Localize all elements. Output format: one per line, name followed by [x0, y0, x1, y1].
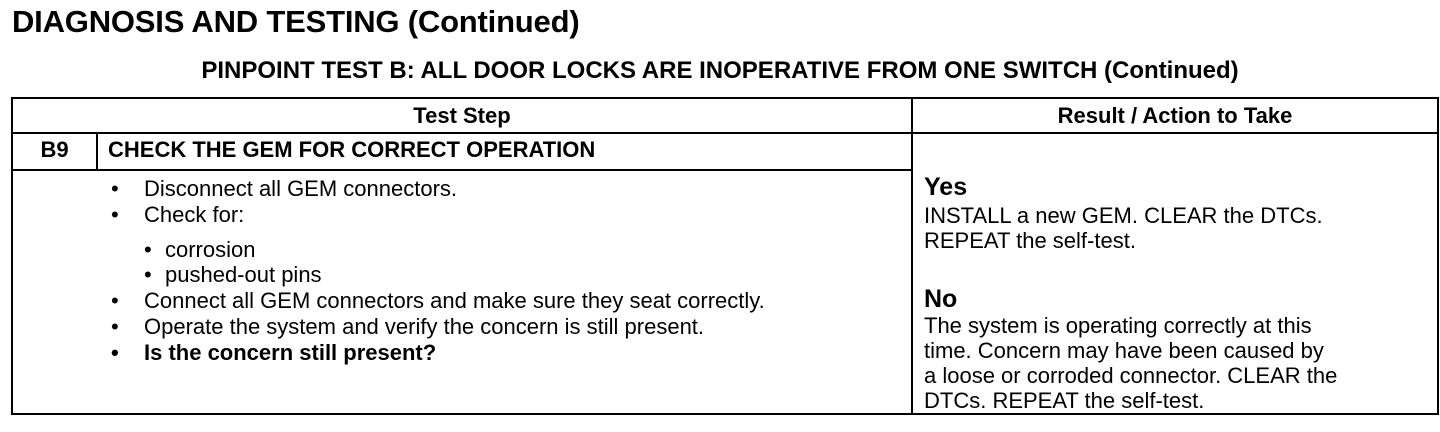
list-item-question: Is the concern still present? [144, 340, 437, 365]
bullet-icon: • [111, 314, 119, 339]
header-divider [13, 132, 1437, 134]
list-item: Disconnect all GEM connectors. [144, 176, 458, 201]
sub-bullet-icon: • [144, 237, 152, 262]
header-result-action: Result / Action to Take [1057, 103, 1293, 128]
pinpoint-test-title: PINPOINT TEST B: ALL DOOR LOCKS ARE INOPERATIVE FROM ONE SWITCH (Continued) [201, 57, 1239, 84]
bullet-icon: • [111, 288, 119, 313]
bullet-icon: • [111, 202, 119, 227]
bullet-icon: • [111, 340, 119, 365]
result-text: DTCs. REPEAT the self-test. [924, 388, 1205, 413]
step-id: B9 [40, 137, 69, 162]
result-text: time. Concern may have been caused by [924, 338, 1324, 363]
result-text: INSTALL a new GEM. CLEAR the DTCs. [924, 203, 1323, 228]
sub-list-item: corrosion [165, 237, 256, 262]
header-test-step: Test Step [413, 103, 511, 128]
pinpoint-test-table [11, 97, 1439, 415]
result-label: No [924, 285, 958, 313]
step-id-divider [96, 132, 98, 169]
bullet-icon: • [111, 176, 119, 201]
sub-bullet-icon: • [144, 262, 152, 287]
list-item: Operate the system and verify the concern is still present. [144, 314, 705, 339]
result-text: The system is operating correctly at this [924, 313, 1312, 338]
step-title: CHECK THE GEM FOR CORRECT OPERATION [108, 137, 596, 162]
sub-list-item: pushed-out pins [165, 262, 322, 287]
step-title-divider [13, 169, 911, 171]
column-divider [911, 99, 913, 413]
result-text: REPEAT the self-test. [924, 228, 1136, 253]
list-item: Check for: [144, 202, 245, 227]
result-label: Yes [924, 173, 968, 201]
list-item: Connect all GEM connectors and make sure they seat correctly. [144, 288, 765, 313]
result-text: a loose or corroded connector. CLEAR the [924, 363, 1338, 388]
page-title: DIAGNOSIS AND TESTING (Continued) [12, 4, 580, 39]
